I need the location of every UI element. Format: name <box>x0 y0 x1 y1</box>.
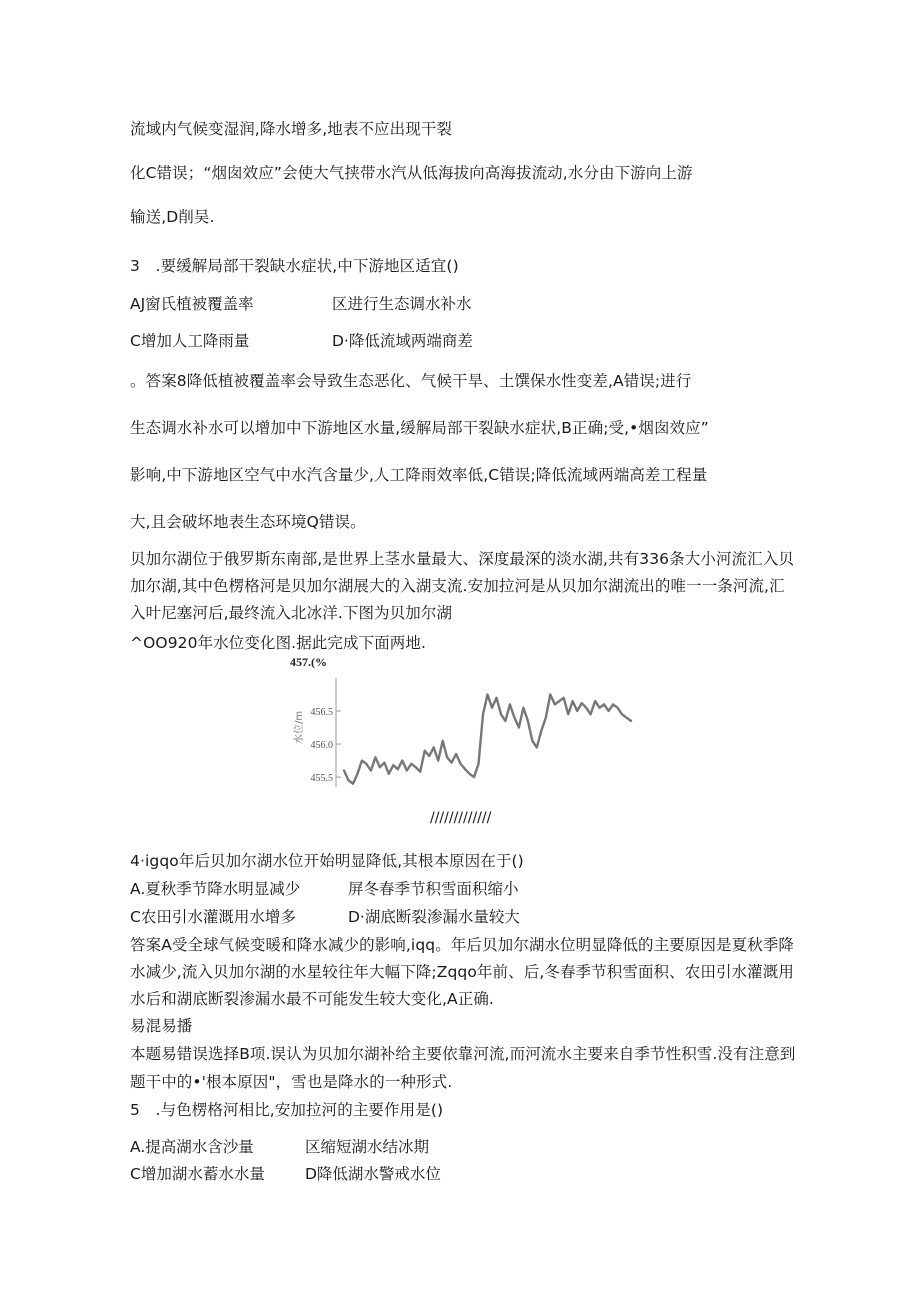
y-tick-label: 456.0 <box>310 740 333 752</box>
q4-answer-line-2: 水减少,流入贝加尔湖的水星较往年大幅下降;Zqqo年前、后,冬春季节积雪面积、农田引水灌溉用 <box>130 963 794 981</box>
question-3-stem: 3 .要缓解局部干裂缺水症状,中下游地区适宜() <box>130 257 459 275</box>
y-tick-label: 456.5 <box>310 707 333 719</box>
y-tick-label: 455.5 <box>310 773 333 785</box>
q4-option-d: D·湖底断裂渗漏水量较大 <box>348 908 520 926</box>
passage-line-1: 贝加尔湖位于俄罗斯东南部,是世界上茎水量最大、深度最深的淡水湖,共有336条大小河流汇入贝 <box>130 550 794 568</box>
q3-answer-line-2: 生态调水补水可以增加中下游地区水量,缓解局部干裂缺水症状,B正确;受,•烟囱效应” <box>130 419 709 437</box>
q4-option-c: C农田引水灌溉用水增多 <box>130 908 296 926</box>
q3-answer-line-3: 影响,中下游地区空气中水汽含量少,人工降雨效率低,C错误;降低流域两端高差工程量 <box>130 466 708 484</box>
text-line-3: 输送,D削吴. <box>130 208 215 226</box>
q3-option-d: D·降低流域两端商差 <box>332 332 473 350</box>
q3-answer-line-4: 大,且会破坏地表生态环境Q错误。 <box>130 513 366 531</box>
passage-line-2: 加尔湖,其中色楞格河是贝加尔湖展大的入湖支流.安加拉河是从贝加尔湖流出的唯一一条河流,汇 <box>130 577 785 595</box>
chart-caption: ///////////// <box>430 810 492 826</box>
tip-heading: 易混易播 <box>130 1017 193 1035</box>
tip-line-1: 本题易错误选择B项.误认为贝加尔湖补给主要依靠河流,而河流水主要来自季节性积雪.没有注意到 <box>130 1045 796 1063</box>
q3-option-c: C增加人工降雨量 <box>130 332 250 350</box>
q5-option-a: A.提高湖水含沙量 <box>130 1138 254 1156</box>
chart-title: 457.(% <box>290 655 327 669</box>
passage-line-4: ^OO920年水位变化图.据此完成下面两地. <box>130 634 427 652</box>
question-4-stem: 4·igqo年后贝加尔湖水位开始明显降低,其根本原因在于() <box>130 852 524 870</box>
q3-option-b: 区进行生态调水补水 <box>332 295 472 313</box>
q4-option-a: A.夏秋季节降水明显减少 <box>130 880 301 898</box>
tip-line-2: 题干中的•'根本原因"，雪也是降水的一种形式. <box>130 1073 453 1091</box>
y-axis-label: 水位/m <box>294 710 305 744</box>
q3-answer-line-1: 。答案8降低植被覆盖率会导致生态恶化、气候干旱、土馔保水性变差,A错误;进行 <box>130 372 692 390</box>
water-level-series-line <box>344 695 631 784</box>
passage-line-3: 入叶尼塞河后,最终流入北冰洋.下图为贝加尔湖 <box>130 604 453 622</box>
q4-answer-line-3: 水后和湖底断裂渗漏水最不可能发生较大变化,A正确. <box>130 990 494 1008</box>
q5-option-d: D降低湖水警戒水位 <box>305 1165 441 1183</box>
q4-option-b: 屏冬春季节积雪面积缩小 <box>348 880 519 898</box>
q5-option-c: C增加湖水蓄水水量 <box>130 1165 265 1183</box>
text-line-1: 流域内气候变湿润,降水增多,地表不应出现干裂 <box>130 120 453 138</box>
water-level-chart <box>286 652 636 792</box>
q3-option-a: AJ窗氏植被覆盖率 <box>130 295 254 313</box>
q5-option-b: 区缩短湖水结冰期 <box>305 1138 430 1156</box>
question-5-stem: 5 .与色楞格河相比,安加拉河的主要作用是() <box>130 1101 444 1119</box>
q4-answer-line-1: 答案A受全球气候变暖和降水减少的影响,iqq。年后贝加尔湖水位明显降低的主要原因是夏秋季降 <box>130 936 795 954</box>
text-line-2: 化C错误；“烟囱效应”会使大气挟带水汽从低海拔向高海拔流动,水分由下游向上游 <box>130 164 693 182</box>
